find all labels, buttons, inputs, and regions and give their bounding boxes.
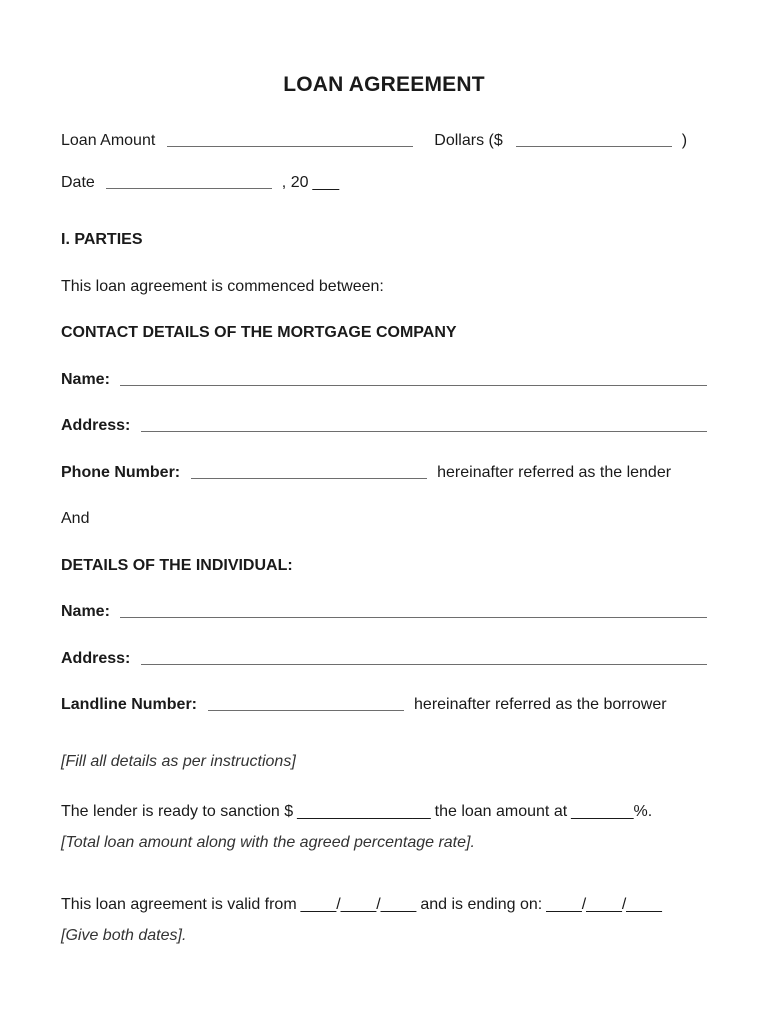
date-field[interactable] (106, 188, 272, 189)
end-date-field[interactable]: ____/____/____ (546, 896, 662, 913)
mortgage-company-heading: CONTACT DETAILS OF THE MORTGAGE COMPANY (61, 324, 457, 341)
borrower-landline-label: Landline Number: (61, 696, 198, 713)
year-prefix: , 20 (281, 174, 309, 191)
loan-amount-field[interactable] (167, 146, 413, 147)
loan-amount-row (61, 131, 707, 151)
valid-prefix: This loan agreement is valid from (61, 896, 297, 913)
lender-address-row (61, 416, 707, 436)
date-row (61, 173, 707, 193)
sanction-prefix: The lender is ready to sanction $ (61, 803, 294, 820)
borrower-name-row (61, 602, 707, 622)
lender-suffix: hereinafter referred as the lender (437, 464, 672, 481)
dollars-amount-field[interactable] (516, 146, 672, 147)
intro-text: This loan agreement is commenced between: (61, 278, 384, 295)
percent-suffix: %. (633, 803, 653, 820)
sanction-amount-field[interactable]: _______________ (297, 803, 431, 820)
borrower-address-field[interactable] (141, 664, 707, 665)
dates-note: [Give both dates]. (61, 927, 187, 944)
lender-phone-label: Phone Number: (61, 464, 181, 481)
borrower-suffix: hereinafter referred as the borrower (414, 696, 667, 713)
lender-address-field[interactable] (141, 431, 707, 432)
valid-middle: and is ending on: (420, 896, 543, 913)
dollars-close: ) (681, 132, 688, 149)
borrower-landline-row (61, 695, 707, 715)
validity-row (61, 895, 707, 915)
fill-instructions: [Fill all details as per instructions] (61, 753, 296, 770)
start-date-field[interactable]: ____/____/____ (300, 896, 417, 913)
individual-heading: DETAILS OF THE INDIVIDUAL: (61, 557, 293, 574)
year-field[interactable]: ___ (312, 174, 340, 191)
section-parties: I. PARTIES (61, 231, 143, 248)
loan-amount-label: Loan Amount (61, 132, 156, 149)
sanction-middle: the loan amount at (434, 803, 568, 820)
borrower-landline-field[interactable] (208, 710, 404, 711)
borrower-address-row (61, 649, 707, 669)
lender-address-label: Address: (61, 417, 131, 434)
lender-name-field[interactable] (120, 385, 707, 386)
sanction-row (61, 802, 707, 822)
lender-phone-row (61, 463, 707, 483)
borrower-address-label: Address: (61, 650, 131, 667)
document-title: LOAN AGREEMENT (283, 73, 485, 96)
lender-phone-field[interactable] (191, 478, 427, 479)
lender-name-row (61, 370, 707, 390)
date-label: Date (61, 174, 95, 191)
and-text: And (61, 510, 90, 527)
borrower-name-label: Name: (61, 603, 110, 620)
dollars-label: Dollars ($ (434, 132, 503, 149)
sanction-note: [Total loan amount along with the agreed percentage rate]. (61, 834, 475, 851)
percent-field[interactable]: _______ (571, 803, 634, 820)
lender-name-label: Name: (61, 371, 110, 388)
borrower-name-field[interactable] (120, 617, 707, 618)
